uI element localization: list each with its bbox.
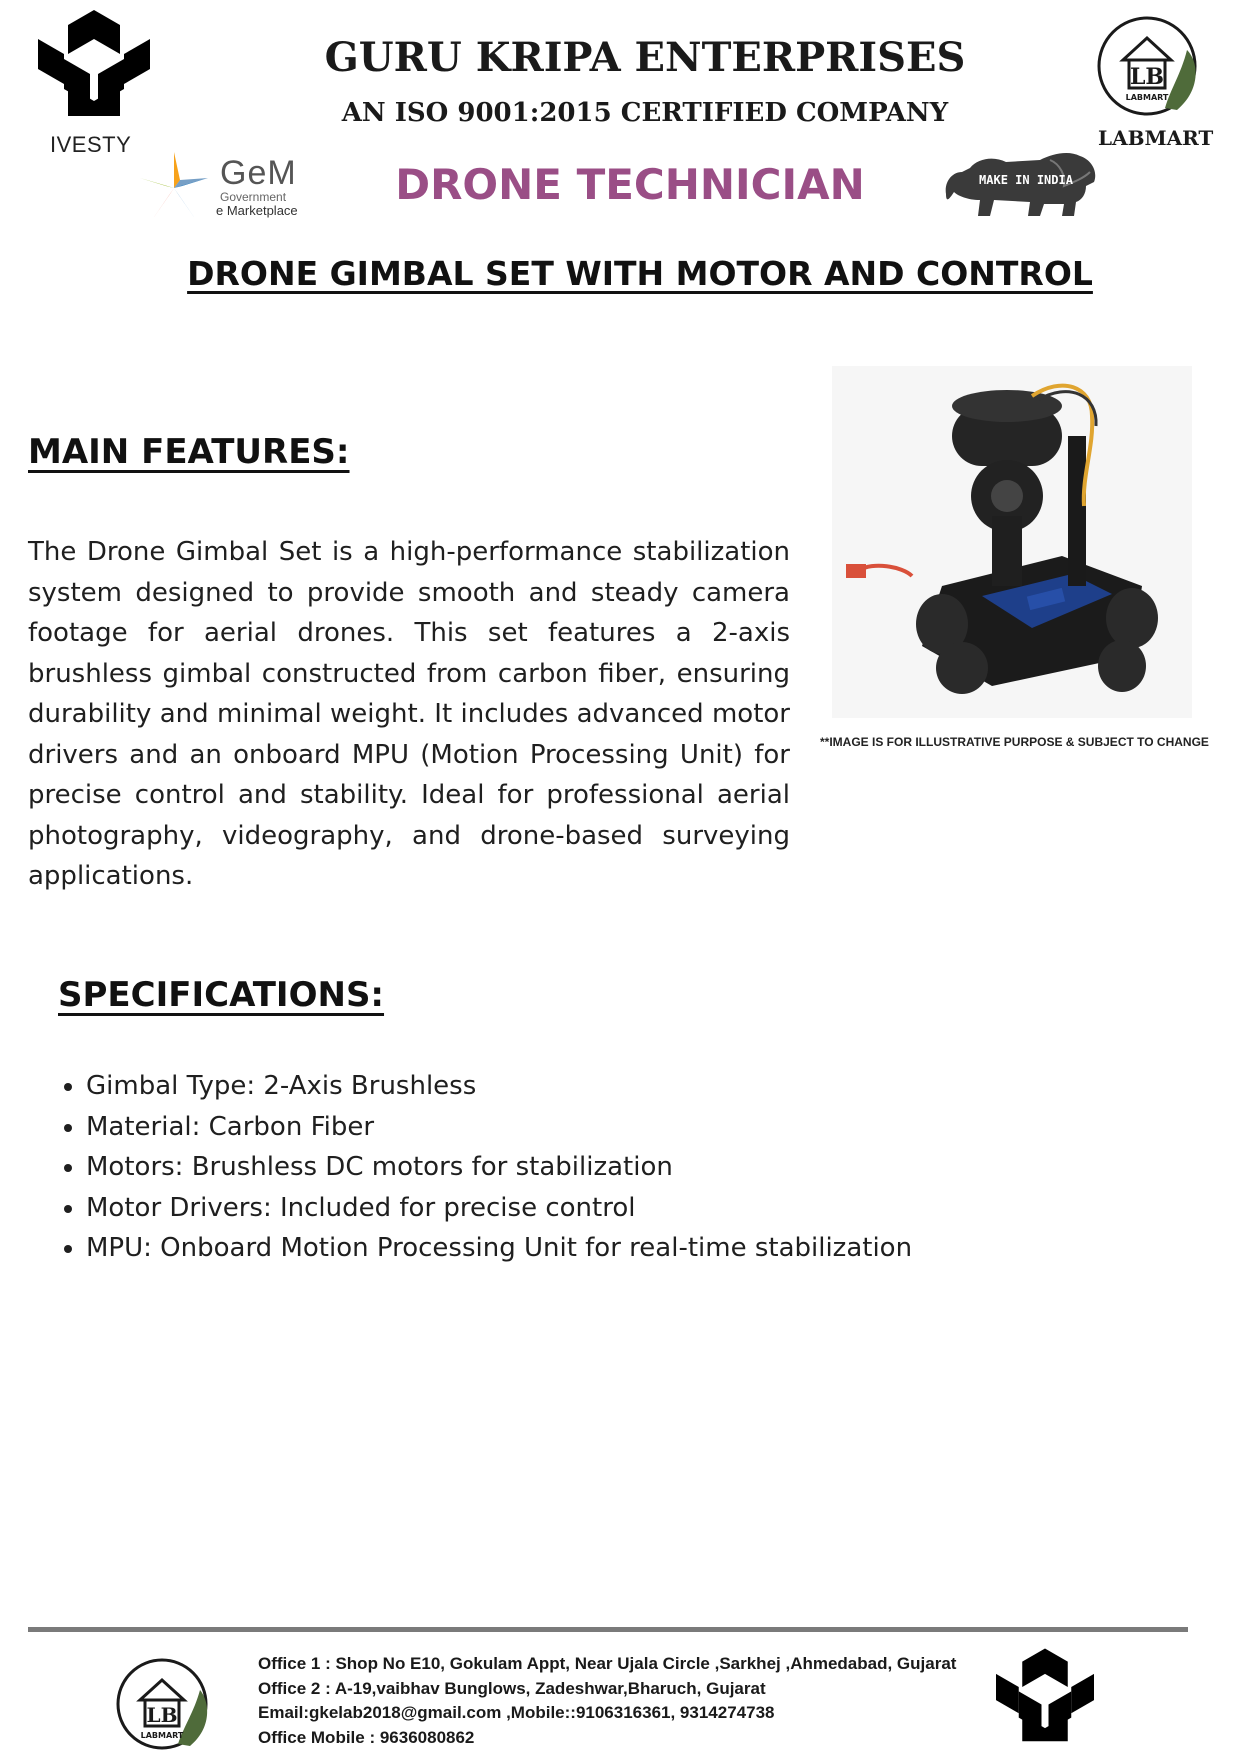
labmart-badge-text: LABMART (1125, 93, 1169, 102)
make-in-india-lion-icon (940, 142, 1100, 222)
spec-item: • Gimbal Type: 2-Axis Brushless (86, 1066, 912, 1107)
svg-text:LB: LB (1129, 64, 1165, 90)
footer-labmart-logo-icon (112, 1652, 217, 1750)
company-name: GURU KRIPA ENTERPRISES (324, 34, 966, 81)
gem-star-icon (138, 150, 210, 225)
office-1-address: Office 1 : Shop No E10, Gokulam Appt, Near Ujala Circle ,Sarkhej ,Ahmedabad, Gujarat (258, 1654, 957, 1673)
svg-text:LB: LB (146, 1703, 178, 1727)
footer-contact-block (258, 1652, 956, 1750)
footer-labmart-badge-text: LABMART (140, 1731, 184, 1740)
ivesty-logo-icon (38, 10, 150, 122)
email-mobile: Email:gkelab2018@gmail.com ,Mobile::9106316361, 9314274738 (258, 1703, 775, 1722)
drone-gimbal-image (832, 366, 1192, 718)
spec-item: • Motor Drivers: Included for precise control (86, 1188, 912, 1229)
gem-subtitle-government: Government (220, 190, 287, 204)
specifications-heading: SPECIFICATIONS: (58, 975, 385, 1015)
ivesty-logo-text: IVESTY (50, 132, 132, 157)
footer-ivesty-logo-icon (996, 1645, 1094, 1750)
image-disclaimer: **IMAGE IS FOR ILLUSTRATIVE PURPOSE & SUBJECT TO CHANGE (820, 735, 1209, 749)
labmart-logo-text: LABMART (1098, 126, 1214, 150)
certification-line: AN ISO 9001:2015 CERTIFIED COMPANY (341, 98, 949, 128)
main-features-body: The Drone Gimbal Set is a high-performance stabilization system designed to provide smooth and steady camera footage for aerial drones. This set features a 2-axis brushless gimbal constructed from carbon fiber, ensuring durability and minimal weight. It includes advanced motor drivers and an onboard MPU (Motion Processing Unit) for precise control and stability. Ideal for professional aerial photography, videography, and drone-based surveying applications. (28, 537, 790, 891)
main-features-heading: MAIN FEATURES: (28, 432, 350, 472)
gem-title: GeM (220, 154, 297, 192)
spec-item: • Motors: Brushless DC motors for stabilization (86, 1147, 912, 1188)
office-2-address: Office 2 : A-19,vaibhav Bunglows, Zadeshwar,Bharuch, Gujarat (258, 1678, 766, 1698)
footer-divider (28, 1627, 1188, 1632)
spec-item: • Material: Carbon Fiber (86, 1107, 912, 1148)
specifications-list (52, 1066, 912, 1269)
office-mobile: Office Mobile : 9636080862 (258, 1727, 475, 1747)
spec-item: • MPU: Onboard Motion Processing Unit for real-time stabilization (86, 1228, 912, 1269)
labmart-logo-icon (1095, 12, 1203, 120)
gem-subtitle-marketplace: e Marketplace (216, 203, 298, 218)
make-in-india-text: MAKE IN INDIA (979, 173, 1073, 187)
role-title: DRONE TECHNICIAN (395, 160, 865, 209)
product-title: DRONE GIMBAL SET WITH MOTOR AND CONTROL (187, 254, 1093, 293)
